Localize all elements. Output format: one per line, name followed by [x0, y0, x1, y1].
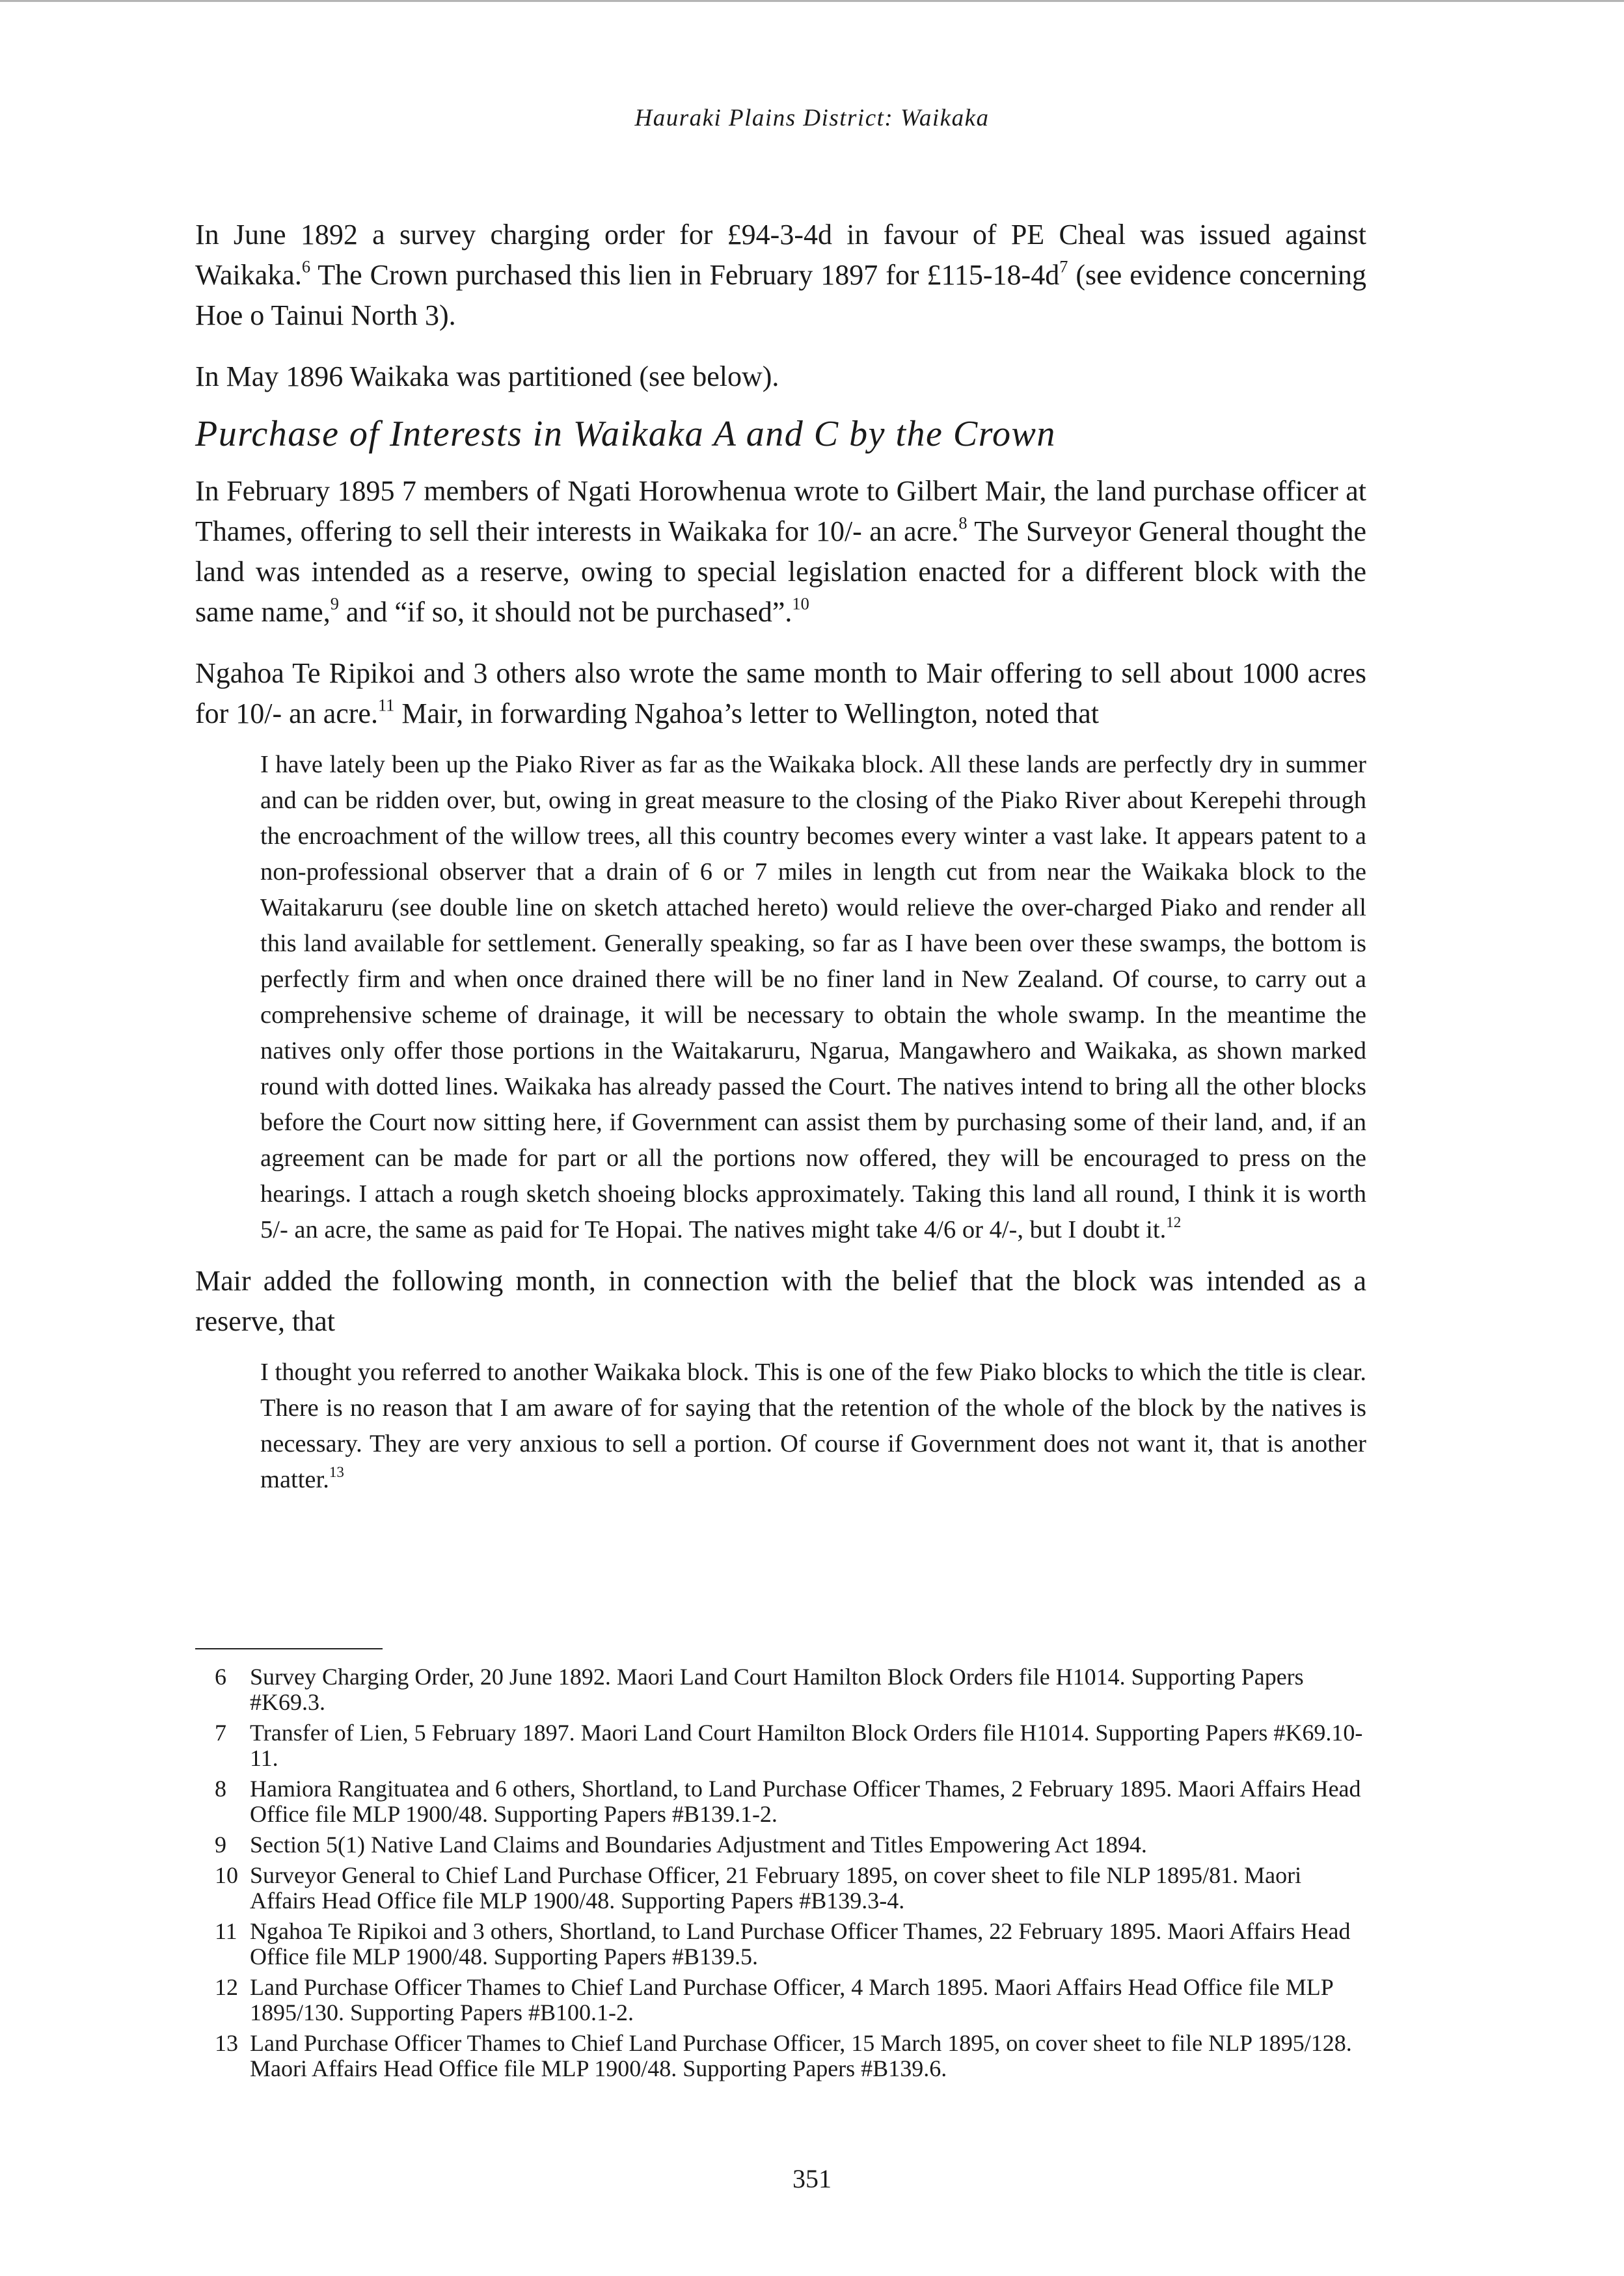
footnote [195, 1664, 1366, 1715]
footnote-text: Section 5(1) Native Land Claims and Boundaries Adjustment and Titles Empowering Act 1894. [250, 1832, 1147, 1858]
footnote [195, 1776, 1366, 1827]
footnote-number: 10 [215, 1862, 238, 1888]
block-quote-mair-letter: I have lately been up the Piako River as far as the Waikaka block. All these lands are perfectly dry in summer and can be ridden over, but, owing in great measure to the closing of the Piako River about Kerepehi through the encroachment of the willow trees, all this country becomes every winter a vast lake. It appears patent to a non-professional observer that a drain of 6 or 7 miles in length cut from near the Waikaka block to the Waitakaruru (see double line on sketch attached hereto) would relieve the over-charged Piako and render all this land available for settlement. Generally speaking, so far as I have been over these swamps, the bottom is perfectly firm and when once drained there will be no finer land in New Zealand. Of course, to carry out a comprehensive scheme of drainage, it will be necessary to obtain the whole swamp. In the meantime the natives only offer those portions in the Waitakaruru, Ngarua, Mangawhero and Waikaka, as shown marked round with dotted lines. Waikaka has already passed the Court. The natives intend to bring all the other blocks before the Court now sitting here, if Government can assist them by purchasing some of their land, and, if an agreement can be made for part or all the portions now offered, they will be encouraged to press on the hearings. I attach a rough sketch shoeing blocks approximately. Taking this land all round, I think it is worth 5/- an acre, the same as paid for Te Hopai. The natives might take 4/6 or 4/-, but I doubt it.$^{12}$ [260, 751, 1366, 1243]
footnote [195, 1975, 1366, 2025]
footnote-number: 6 [215, 1664, 226, 1690]
footnote-text: Ngahoa Te Ripikoi and 3 others, Shortland, to Land Purchase Officer Thames, 22 February 1895. Maori Affairs Head Office file MLP 1900/48. Supporting Papers #B139.5. [250, 1918, 1351, 1970]
footnote-ref-6: 6 [301, 256, 311, 277]
footnote-text: Survey Charging Order, 20 June 1892. Maori Land Court Hamilton Block Orders file H1014. Supporting Papers #K69.3. [250, 1664, 1304, 1715]
footnote [195, 1863, 1366, 1914]
footnote-ref-7: 7 [1059, 256, 1068, 277]
page-number: 351 [792, 2164, 832, 2193]
paragraph-partition: In May 1896 Waikaka was partitioned (see below). [195, 360, 779, 392]
footnote-text: Land Purchase Officer Thames to Chief Land Purchase Officer, 4 March 1895. Maori Affairs Head Office file MLP 1895/130. Supporting Papers #B100.1-2. [250, 1974, 1333, 2025]
footnote-number: 11 [215, 1918, 237, 1944]
footnote-text: Hamiora Rangituatea and 6 others, Shortland, to Land Purchase Officer Thames, 2 February 1895. Maori Affairs Head Office file MLP 1900/48. Supporting Papers #B139.1-2. [250, 1776, 1361, 1827]
footnote-ref-11: 11 [377, 695, 395, 715]
footnote [195, 2031, 1366, 2081]
footnote-ref-13: 13 [329, 1463, 344, 1480]
paragraph-ngahoa: Ngahoa Te Ripikoi and 3 others also wrote the same month to Mair offering to sell about 1000 acres for 10/- an acre.$^{11}$ Mair, in forwarding Ngahoa’s letter to Wellington, noted that [195, 657, 1366, 729]
paragraph-ngati-horowhenua: In February 1895 7 members of Ngati Horowhenua wrote to Gilbert Mair, the land purchase officer at Thames, offering to sell their interests in Waikaka for 10/- an acre.$^8$ The Surveyor General thought the land was intended as a reserve, owing to special legislation enacted for a different block with the same name,$^9$ and “if so, it should not be purchased”.$^{10}$ [195, 475, 1366, 628]
footnote-ref-10: 10 [792, 593, 809, 614]
footnote-number: 12 [215, 1974, 238, 2000]
section-heading: Purchase of Interests in Waikaka A and C by the Crown [195, 414, 1056, 454]
footnote-separator [195, 1648, 383, 1649]
top-edge-rule [0, 0, 1624, 2]
footnote-number: 7 [215, 1720, 226, 1746]
footnote-text: Transfer of Lien, 5 February 1897. Maori Land Court Hamilton Block Orders file H1014. Supporting Papers #K69.10-11. [250, 1720, 1363, 1771]
footnote-ref-8: 8 [958, 513, 968, 533]
footnote-text: Land Purchase Officer Thames to Chief Land Purchase Officer, 15 March 1895, on cover sheet to file NLP 1895/128. Maori Affairs Head Office file MLP 1900/48. Supporting Papers #B139.6. [250, 2030, 1352, 2081]
block-quote-mair-reply: I thought you referred to another Waikaka block. This is one of the few Piako blocks to which the title is clear. There is no reason that I am aware of for saying that the retention of the whole of the block by the natives is necessary. They are very anxious to sell a portion. Of course if Government does not want it, that is another matter.$^{13}$ [260, 1359, 1366, 1493]
paragraph-mair-added: Mair added the following month, in connection with the belief that the block was intended as a reserve, that [195, 1265, 1366, 1337]
footnote [195, 1919, 1366, 1970]
footnote-ref-12: 12 [1166, 1213, 1182, 1230]
footnote-text: Surveyor General to Chief Land Purchase Officer, 21 February 1895, on cover sheet to file NLP 1895/81. Maori Affairs Head Office file MLP 1900/48. Supporting Papers #B139.3-4. [250, 1862, 1302, 1914]
footnote-number: 13 [215, 2030, 238, 2056]
footnote [195, 1720, 1366, 1771]
paragraph-survey-order: In June 1892 a survey charging order for £94-3-4d in favour of PE Cheal was issued against Waikaka.$^6$ The Crown purchased this lien in February 1897 for $£115-18-4d^7$ (see evidence concerning Hoe o Tainui North 3). [195, 219, 1366, 331]
main-text [195, 215, 1366, 1511]
footnotes [195, 1664, 1366, 2087]
running-head: Hauraki Plains District: Waikaka [634, 105, 990, 131]
footnote [195, 1832, 1366, 1858]
footnote-ref-9: 9 [330, 593, 339, 614]
footnote-number: 9 [215, 1832, 226, 1858]
footnote-number: 8 [215, 1776, 226, 1802]
